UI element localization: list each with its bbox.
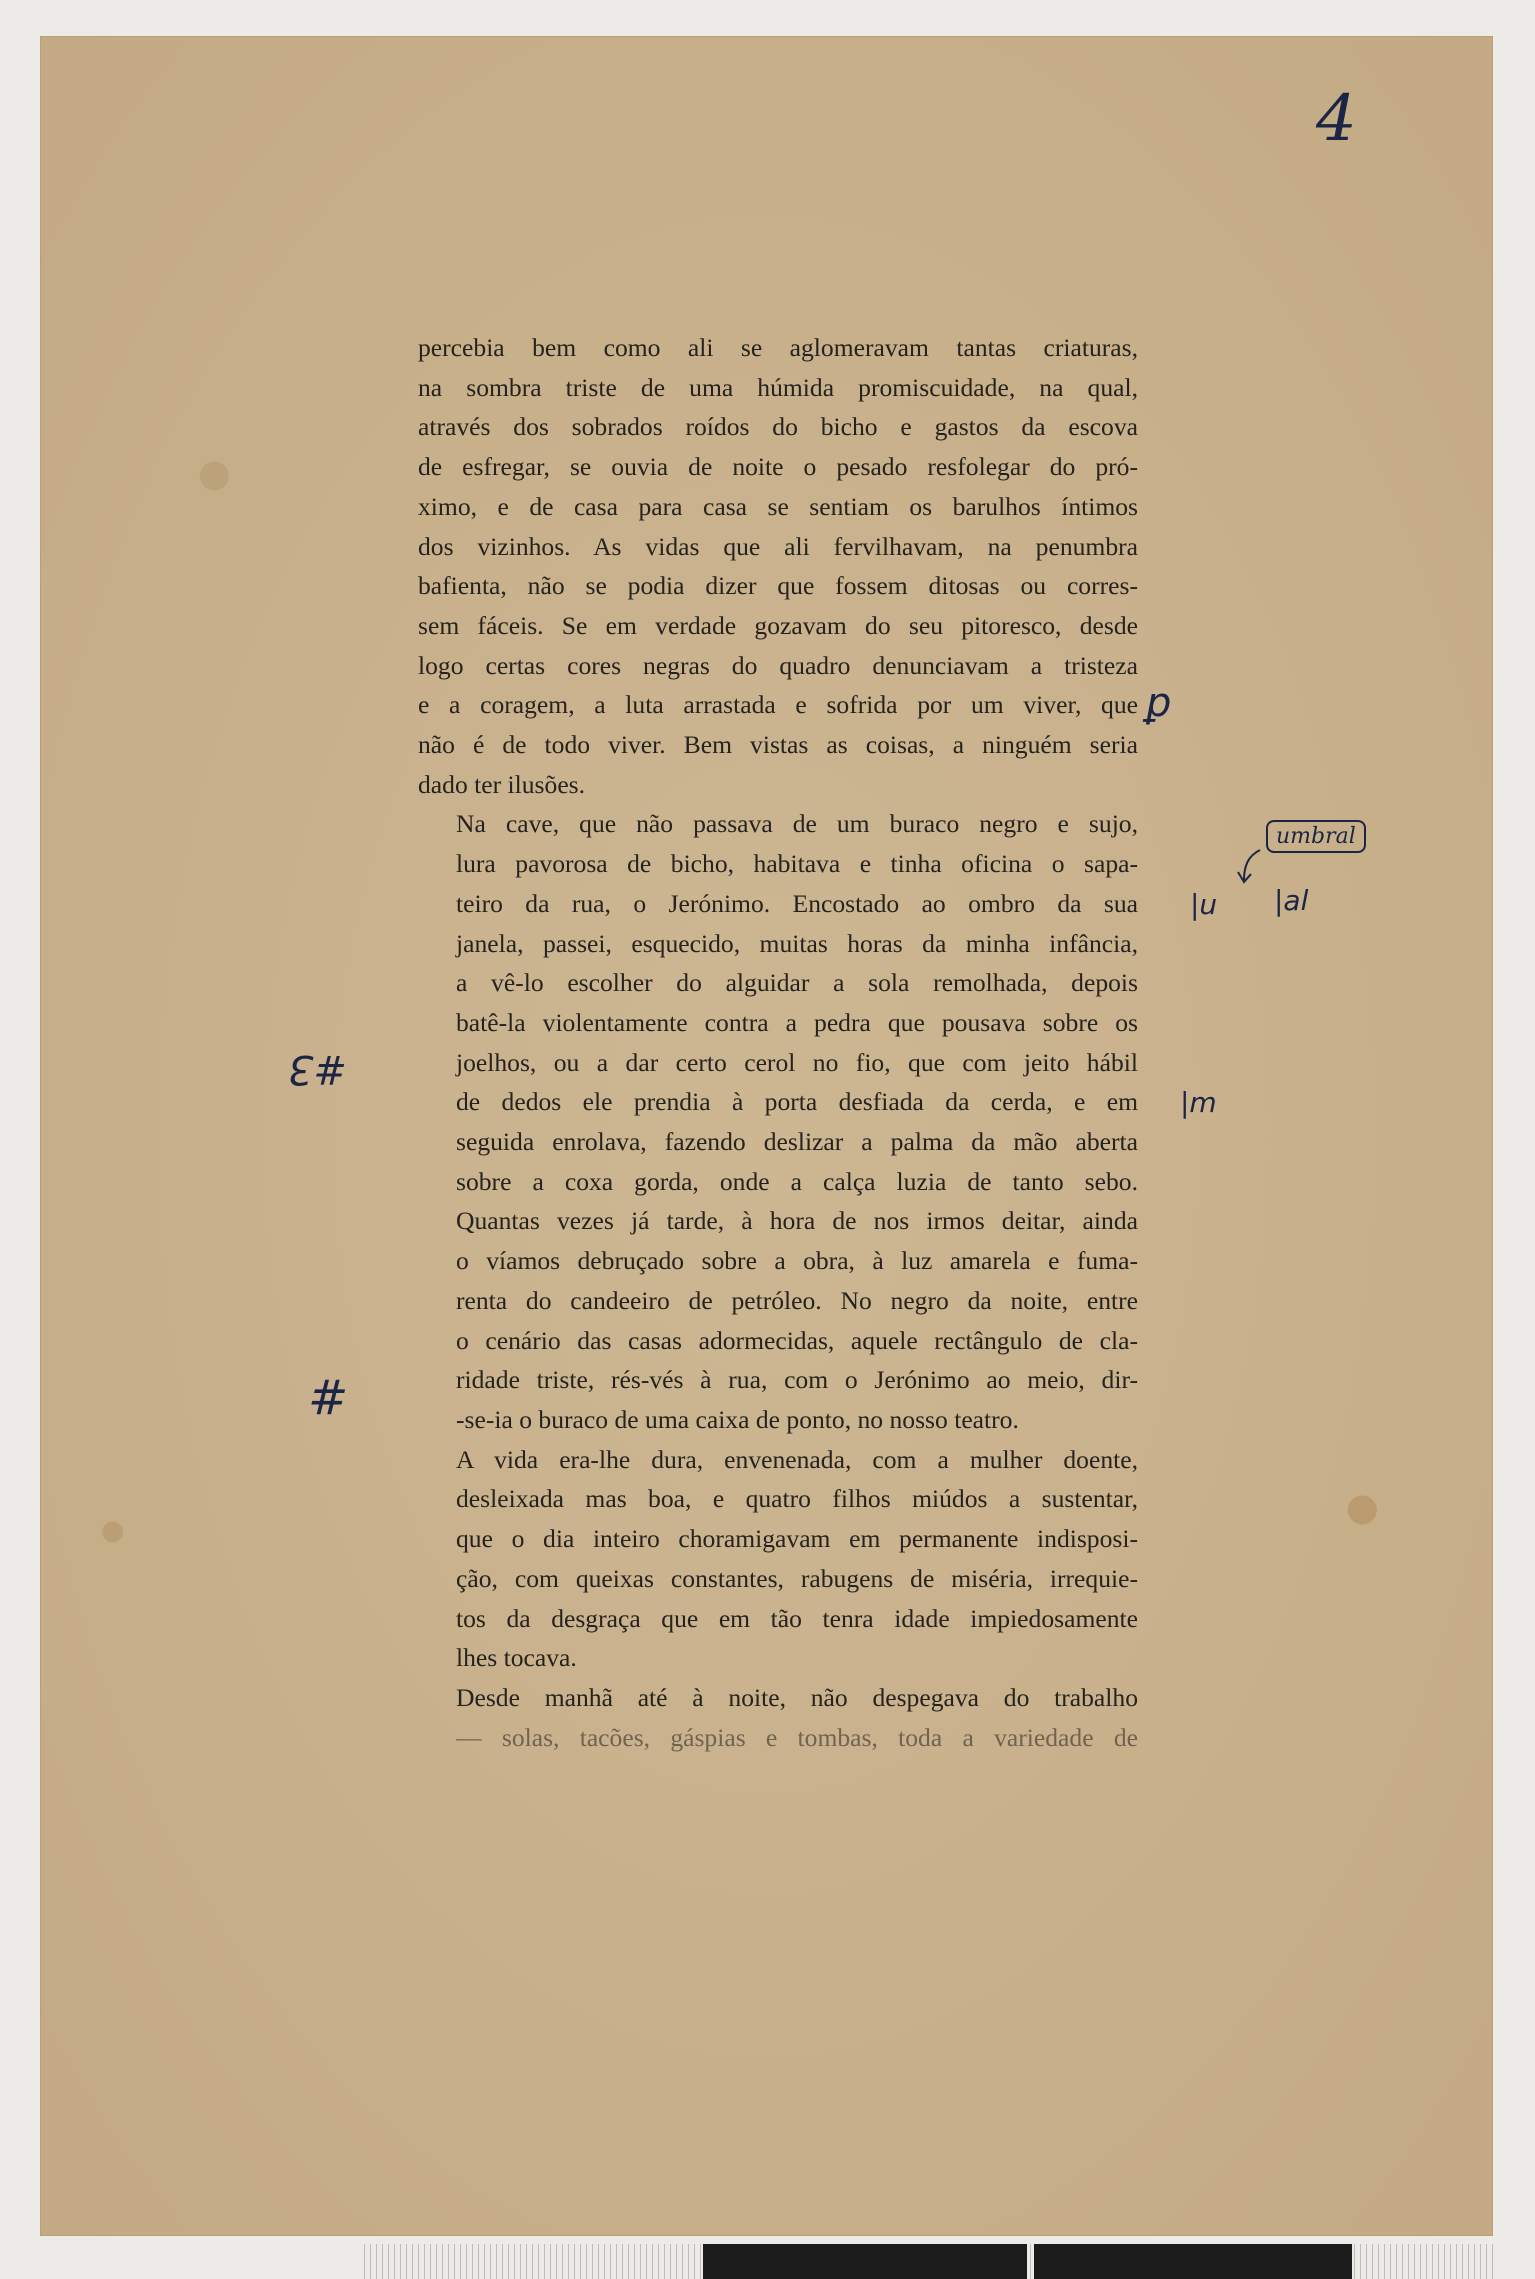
paragraph-3 xyxy=(418,1440,1138,1678)
margin-mark: ꝑ xyxy=(1146,680,1172,726)
text-line: — solas, tacões, gáspias e tombas, toda a variedade de xyxy=(456,1722,1138,1752)
manuscript-text xyxy=(418,328,1138,1757)
text-line: a vê-lo escolher do alguidar a sola remolhada, depois xyxy=(456,968,1138,998)
text-line: sem fáceis. Se em verdade gozavam do seu pitoresco, desde xyxy=(418,610,1138,640)
text-line: renta do candeeiro de petróleo. No negro da noite, entre xyxy=(456,1285,1138,1315)
text-line: que o dia inteiro choramigavam em permanente indisposi- xyxy=(456,1524,1138,1554)
text-line: desleixada mas boa, e quatro filhos miúdos a sustentar, xyxy=(456,1484,1138,1514)
paragraph-1 xyxy=(418,328,1138,804)
margin-note: |m xyxy=(1180,1086,1217,1119)
paragraph-4 xyxy=(418,1678,1138,1757)
text-line: o víamos debruçado sobre a obra, à luz amarela e fuma- xyxy=(456,1246,1138,1276)
text-line: dos vizinhos. As vidas que ali fervilhavam, na penumbra xyxy=(418,531,1138,561)
text-line: bafienta, não se podia dizer que fossem ditosas ou corres- xyxy=(418,571,1138,601)
text-line: ridade triste, rés-vés à rua, com o Jerónimo ao meio, dir- xyxy=(456,1365,1138,1395)
text-line: -se-ia o buraco de uma caixa de ponto, no nosso teatro. xyxy=(456,1404,1019,1434)
text-line: de dedos ele prendia à porta desfiada da cerda, e em xyxy=(456,1087,1138,1117)
text-line: lura pavorosa de bicho, habitava e tinha oficina o sapa- xyxy=(456,849,1138,879)
margin-mark: # xyxy=(308,1370,349,1426)
text-line: seguida enrolava, fazendo deslizar a palma da mão aberta xyxy=(456,1127,1138,1157)
text-line: lhes tocava. xyxy=(456,1643,577,1673)
boxed-note: umbral xyxy=(1266,820,1366,853)
text-line: ção, com queixas constantes, rabugens de miséria, irrequie- xyxy=(456,1563,1138,1593)
text-line: Quantas vezes já tarde, à hora de nos irmos deitar, ainda xyxy=(456,1206,1138,1236)
text-line: Desde manhã até à noite, não despegava do trabalho xyxy=(456,1682,1138,1712)
text-line: Na cave, que não passava de um buraco negro e sujo, xyxy=(456,809,1138,839)
text-line: teiro da rua, o Jerónimo. Encostado ao ombro da sua xyxy=(456,888,1138,918)
text-line: sobre a coxa gorda, onde a calça luzia de tanto sebo. xyxy=(456,1166,1138,1196)
margin-note: |u xyxy=(1190,888,1218,921)
paragraph-2 xyxy=(418,804,1138,1439)
arrow-icon xyxy=(1236,848,1266,888)
margin-mark: #3 xyxy=(288,1046,347,1092)
text-line: não é de todo viver. Bem vistas as coisas, a ninguém seria xyxy=(418,730,1138,760)
text-line: percebia bem como ali se aglomeravam tantas criaturas, xyxy=(418,333,1138,362)
text-line: A vida era-lhe dura, envenenada, com a mulher doente, xyxy=(456,1444,1138,1474)
page-number: 4 xyxy=(1316,82,1357,156)
text-line: joelhos, ou a dar certo cerol no fio, que com jeito hábil xyxy=(456,1047,1138,1077)
text-line: logo certas cores negras do quadro denunciavam a tristeza xyxy=(418,650,1138,680)
text-line: e a coragem, a luta arrastada e sofrida por um viver, que xyxy=(418,690,1138,720)
text-line: dado ter ilusões. xyxy=(418,769,586,799)
text-line: janela, passei, esquecido, muitas horas da minha infância, xyxy=(456,928,1138,958)
color-bar xyxy=(703,2244,1027,2279)
text-line: o cenário das casas adormecidas, aquele rectângulo de cla- xyxy=(456,1325,1138,1355)
margin-note: |al xyxy=(1274,884,1309,917)
text-line: tos da desgraça que em tão tenra idade impiedosamente xyxy=(456,1603,1138,1633)
text-line: ximo, e de casa para casa se sentiam os barulhos íntimos xyxy=(418,491,1138,521)
text-line: através dos sobrados roídos do bicho e gastos da escova xyxy=(418,412,1138,442)
text-line: de esfregar, se ouvia de noite o pesado resfolegar do pró- xyxy=(418,452,1138,482)
color-bar xyxy=(1034,2244,1352,2279)
text-line: na sombra triste de uma húmida promiscuidade, na qual, xyxy=(418,372,1138,402)
text-line: batê-la violentamente contra a pedra que pousava sobre os xyxy=(456,1007,1138,1037)
